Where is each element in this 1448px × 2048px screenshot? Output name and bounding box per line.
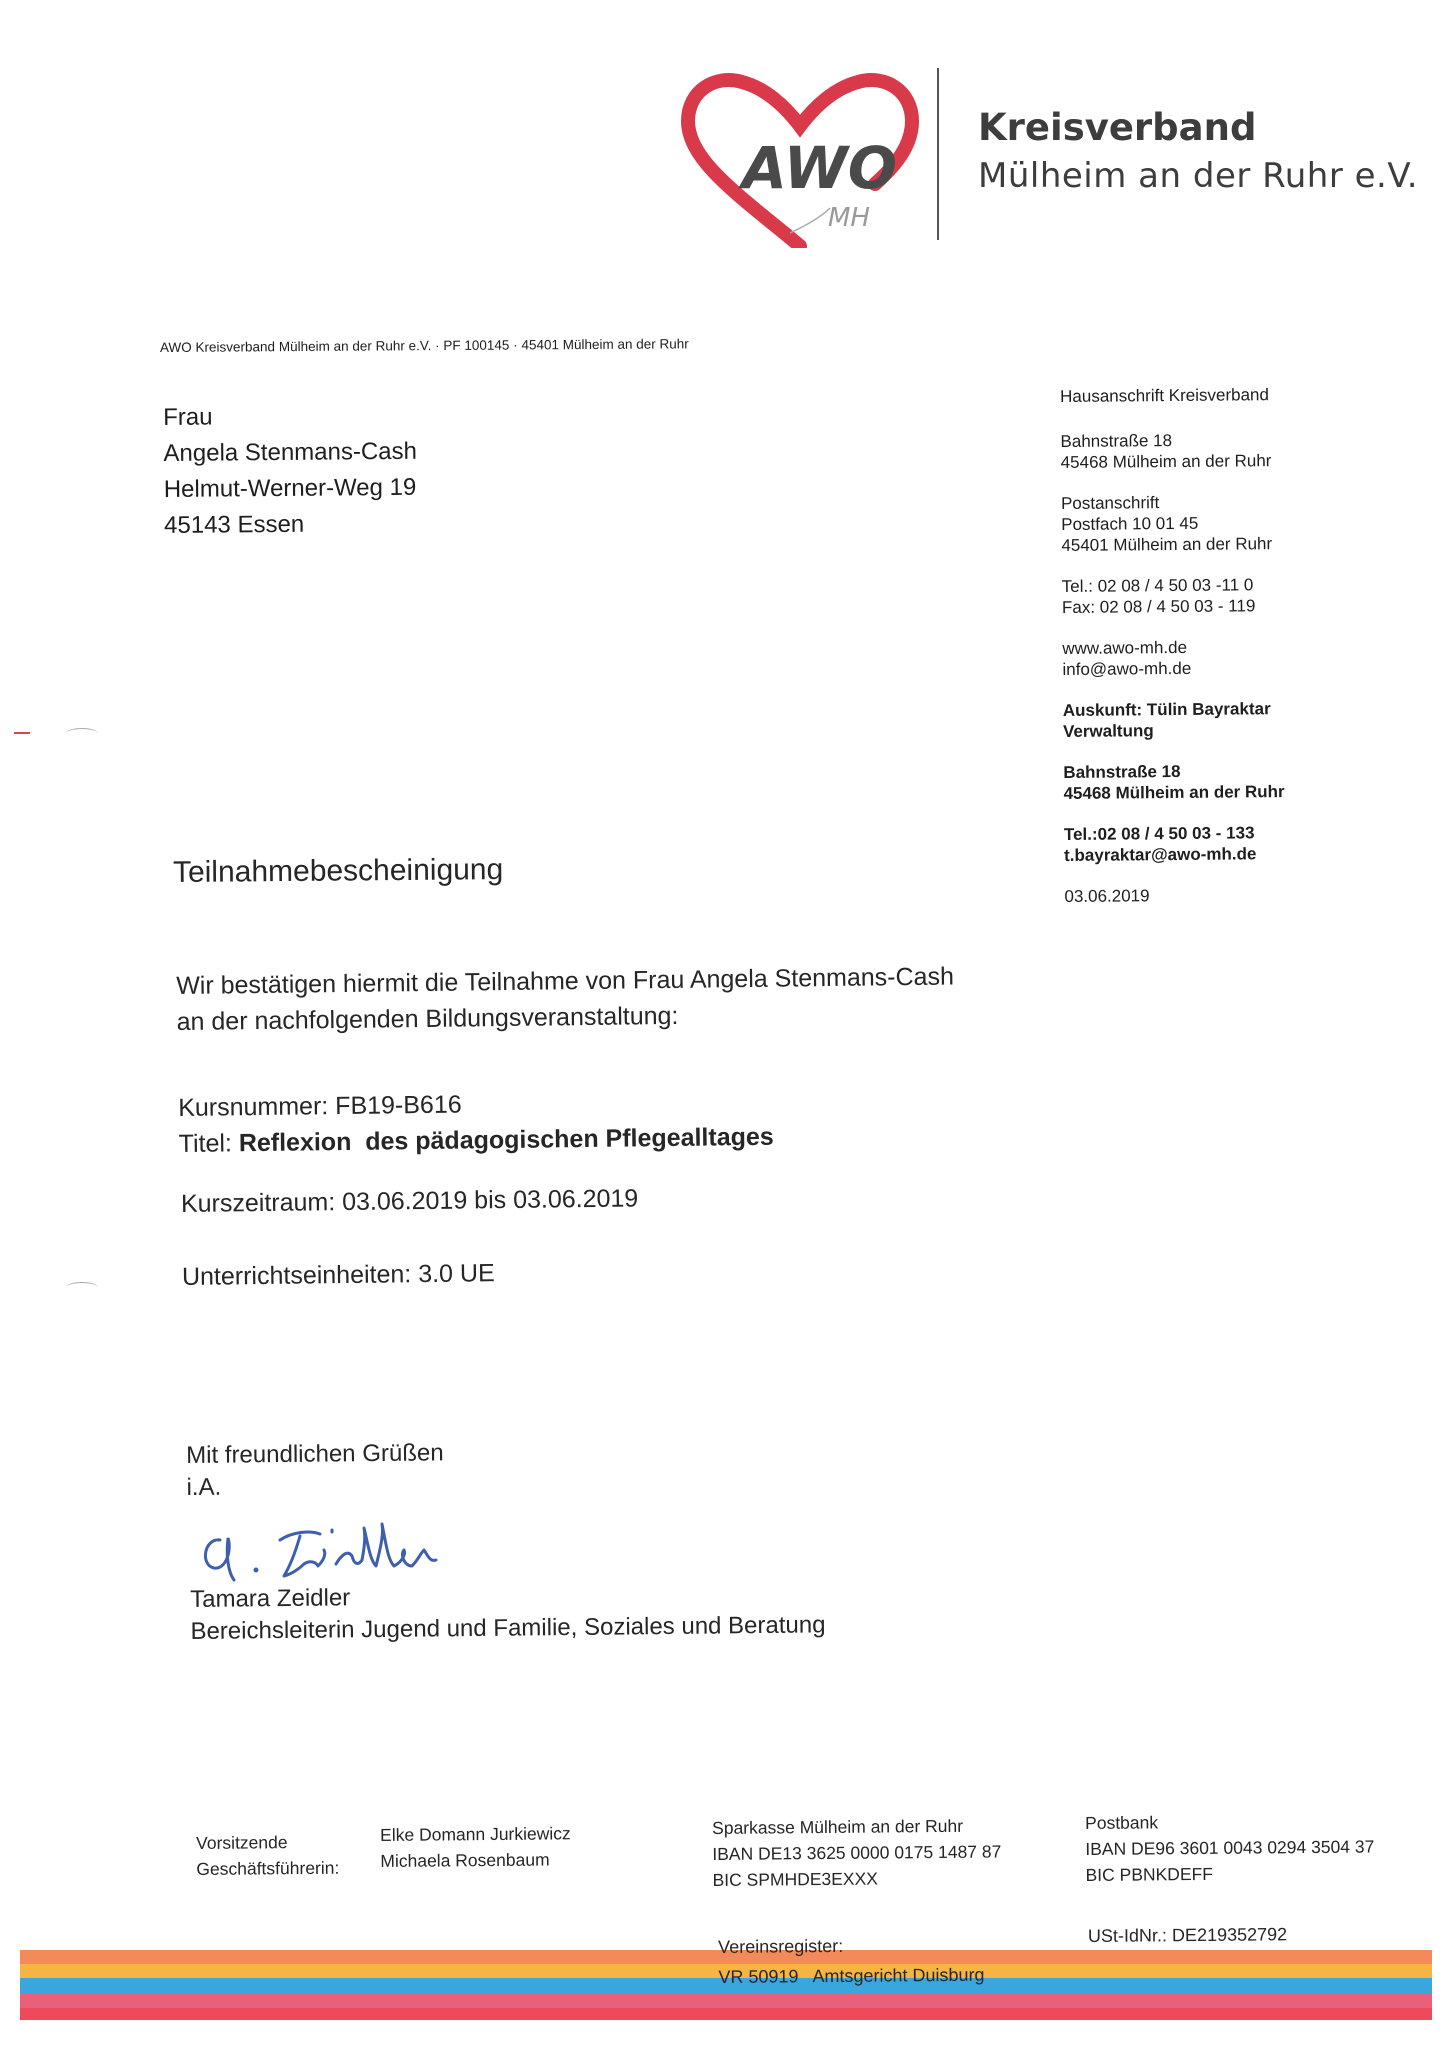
footer-stripe-red	[20, 2008, 1432, 2020]
po-city: 45401 Mülheim an der Ruhr	[1061, 534, 1273, 555]
address-street: Bahnstraße 18	[1060, 431, 1173, 451]
recipient-address	[163, 398, 418, 544]
punch-mark-top	[66, 728, 98, 739]
sender-info-sidebar	[1060, 383, 1365, 927]
signer-role: Bereichsleiterin Jugend und Familie, Soziales und Beratung	[190, 1611, 826, 1645]
contact-person: Auskunft: Tülin Bayraktar	[1062, 699, 1271, 720]
mh-logo-text: MH	[828, 203, 870, 233]
closing	[186, 1437, 444, 1504]
closing-greeting: Mit freundlichen Grüßen	[186, 1439, 444, 1469]
course-units-value: 3.0 UE	[418, 1259, 495, 1289]
course-units	[182, 1259, 495, 1292]
closing-ia: i.A.	[186, 1473, 222, 1501]
chair-name: Elke Domann Jurkiewicz	[380, 1823, 571, 1845]
register-label: Vereinsregister:	[718, 1935, 844, 1957]
course-period-label: Kurszeitraum:	[180, 1188, 336, 1218]
course-units-label: Unterrichtseinheiten:	[181, 1260, 412, 1291]
ceo-label: Geschäftsführerin:	[196, 1857, 340, 1879]
contact-street: Bahnstraße 18	[1063, 761, 1181, 782]
document-title: Teilnahmebescheinigung	[172, 853, 504, 889]
footer-bank-postbank	[1085, 1807, 1375, 1888]
contact-phone: Tel.:02 08 / 4 50 03 - 133	[1063, 823, 1255, 844]
course-details	[178, 1083, 774, 1162]
recipient-street: Helmut-Werner-Weg 19	[163, 473, 417, 503]
bank1-iban: IBAN DE13 3625 0000 0175 1487 87	[712, 1841, 1002, 1864]
ceo-name: Michaela Rosenbaum	[380, 1849, 550, 1871]
signer-name: Tamara Zeidler	[190, 1584, 351, 1613]
bank1-name: Sparkasse Mülheim an der Ruhr	[712, 1815, 964, 1838]
confirmation-text	[176, 958, 955, 1039]
contact-city: 45468 Mülheim an der Ruhr	[1063, 782, 1285, 803]
register-value: VR 50919 Amtsgericht Duisburg	[718, 1964, 985, 1987]
website: www.awo-mh.de	[1062, 637, 1188, 658]
course-title-label: Titel:	[178, 1129, 233, 1158]
signer	[190, 1577, 826, 1648]
confirmation-line-1: Wir bestätigen hiermit die Teilnahme von Frau Angela Stenmans-Cash	[176, 962, 955, 1000]
recipient-name: Angela Stenmans-Cash	[163, 437, 418, 467]
org-name-line2: Mülheim an der Ruhr e.V.	[978, 156, 1419, 196]
contact-email: t.bayraktar@awo-mh.de	[1064, 844, 1257, 865]
course-period-value: 03.06.2019 bis 03.06.2019	[341, 1184, 639, 1217]
postal-label: Postanschrift	[1060, 493, 1160, 513]
email-address: info@awo-mh.de	[1062, 658, 1192, 679]
handwritten-signature	[192, 1510, 462, 1590]
awo-logo-text: AWO	[742, 134, 897, 202]
footer-stripe-pink	[20, 1994, 1432, 2008]
recipient-salutation: Frau	[163, 403, 213, 431]
bank2-name: Postbank	[1085, 1812, 1159, 1833]
po-box: Postfach 10 01 45	[1061, 513, 1199, 534]
course-number-label: Kursnummer:	[178, 1092, 329, 1122]
logo-divider	[937, 68, 939, 240]
course-number: FB19-B616	[335, 1090, 462, 1121]
footer-management-names	[380, 1820, 571, 1874]
course-period	[181, 1184, 639, 1219]
address-city: 45468 Mülheim an der Ruhr	[1060, 451, 1272, 472]
sender-return-address: AWO Kreisverband Mülheim an der Ruhr e.V. · PF 100145 · 45401 Mülheim an der Ruhr	[159, 336, 689, 355]
bank1-bic: BIC SPMHDE3EXXX	[712, 1868, 878, 1890]
bank2-bic: BIC PBNKDEFF	[1085, 1863, 1214, 1885]
confirmation-line-2: an der nachfolgenden Bildungsveranstaltung:	[176, 1001, 679, 1036]
footer-bank-sparkasse	[712, 1812, 1002, 1893]
contact-department: Verwaltung	[1062, 721, 1154, 741]
signature-text: T. Zeidler	[192, 1510, 197, 1511]
footer-management-labels	[196, 1829, 339, 1882]
address-label: Hausanschrift Kreisverband	[1060, 385, 1269, 406]
phone-number: Tel.: 02 08 / 4 50 03 -11 0	[1061, 575, 1254, 596]
fold-mark	[14, 732, 30, 734]
punch-mark-bottom	[66, 1282, 98, 1293]
course-title: Reflexion des pädagogischen Pflegealltages	[238, 1122, 774, 1158]
chair-label: Vorsitzende	[196, 1832, 288, 1853]
fax-number: Fax: 02 08 / 4 50 03 - 119	[1061, 596, 1256, 617]
bank2-iban: IBAN DE96 3601 0043 0294 3504 37	[1085, 1836, 1375, 1859]
awo-heart-logo	[680, 68, 920, 248]
org-name-line1: Kreisverband	[978, 106, 1257, 149]
vat-id: USt-IdNr.: DE219352792	[1087, 1924, 1288, 1946]
recipient-city: 45143 Essen	[163, 510, 305, 539]
letter-date: 03.06.2019	[1064, 886, 1150, 906]
association-register	[718, 1930, 985, 1992]
